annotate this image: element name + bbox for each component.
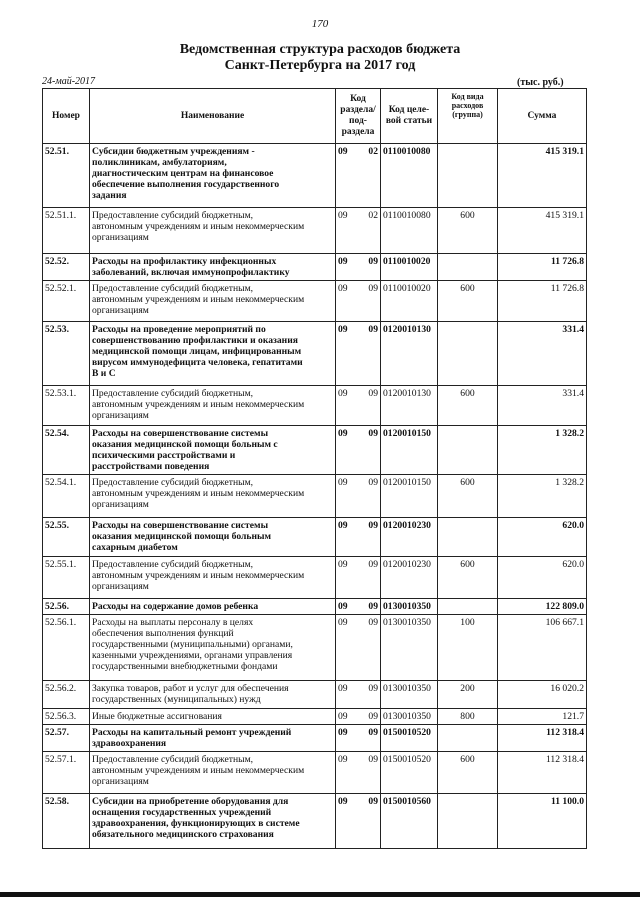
section-code: 09 xyxy=(338,324,348,335)
table-row xyxy=(43,615,587,681)
row-expense-type xyxy=(438,322,498,386)
row-name: Расходы на профилактику инфекционных заболеваний, включая иммунопрофилактику xyxy=(90,254,336,281)
section-code: 09 xyxy=(338,256,348,267)
row-name: Предоставление субсидий бюджетным, автономным учреждениям и иным некоммерческим организациям xyxy=(90,386,336,426)
section-code: 09 xyxy=(338,559,348,570)
row-section-code xyxy=(336,752,381,794)
row-name: Субсидии бюджетным учреждениям - поликлиникам, амбулаториям, диагностическим центрам на финансовое обеспечение выполнения государственного задания xyxy=(90,144,336,208)
row-target-code: 0130010350 xyxy=(381,709,438,725)
row-number: 52.57. xyxy=(43,725,90,752)
row-sum: 620.0 xyxy=(498,557,587,599)
row-target-code: 0120010130 xyxy=(381,386,438,426)
row-target-code: 0150010520 xyxy=(381,725,438,752)
header-section: Код раздела/ под-раздела xyxy=(336,89,381,144)
table-row xyxy=(43,281,587,322)
row-target-code: 0110010020 xyxy=(381,281,438,322)
table-row xyxy=(43,681,587,709)
row-target-code: 0110010080 xyxy=(381,144,438,208)
row-number: 52.53.1. xyxy=(43,386,90,426)
row-sum: 122 809.0 xyxy=(498,599,587,615)
row-number: 52.54. xyxy=(43,426,90,475)
table-row xyxy=(43,518,587,557)
row-number: 52.56.1. xyxy=(43,615,90,681)
row-expense-type: 200 xyxy=(438,681,498,709)
row-target-code: 0110010020 xyxy=(381,254,438,281)
table-row xyxy=(43,144,587,208)
table-header-row xyxy=(43,89,587,144)
row-expense-type: 600 xyxy=(438,386,498,426)
row-sum: 331.4 xyxy=(498,322,587,386)
row-section-code xyxy=(336,518,381,557)
row-sum: 112 318.4 xyxy=(498,725,587,752)
row-sum: 11 726.8 xyxy=(498,254,587,281)
row-expense-type xyxy=(438,518,498,557)
row-section-code xyxy=(336,281,381,322)
section-code: 09 xyxy=(338,388,348,399)
row-section-code xyxy=(336,426,381,475)
row-name: Предоставление субсидий бюджетным, автономным учреждениям и иным некоммерческим организациям xyxy=(90,208,336,254)
subsection-code: 09 xyxy=(368,754,378,765)
row-sum: 1 328.2 xyxy=(498,475,587,518)
row-expense-type: 600 xyxy=(438,557,498,599)
subsection-code: 09 xyxy=(368,520,378,531)
table-row xyxy=(43,475,587,518)
row-number: 52.56.2. xyxy=(43,681,90,709)
subsection-code: 09 xyxy=(368,727,378,738)
row-sum: 415 319.1 xyxy=(498,144,587,208)
subsection-code: 09 xyxy=(368,601,378,612)
row-expense-type: 600 xyxy=(438,281,498,322)
row-expense-type: 100 xyxy=(438,615,498,681)
row-expense-type xyxy=(438,426,498,475)
row-target-code: 0120010230 xyxy=(381,557,438,599)
row-target-code: 0110010080 xyxy=(381,208,438,254)
table-row xyxy=(43,557,587,599)
row-section-code xyxy=(336,794,381,849)
title-line-1: Ведомственная структура расходов бюджета xyxy=(179,42,461,57)
row-name: Расходы на выплаты персоналу в целях обеспечения выполнения функций государственными (муниципальными) органами, казенными учреждениями, органами управления государственными внебюджетными фондами xyxy=(90,615,336,681)
row-expense-type xyxy=(438,794,498,849)
row-section-code xyxy=(336,599,381,615)
row-target-code: 0130010350 xyxy=(381,599,438,615)
row-sum: 11 100.0 xyxy=(498,794,587,849)
table-row xyxy=(43,208,587,254)
row-expense-type: 600 xyxy=(438,208,498,254)
subsection-code: 09 xyxy=(368,796,378,807)
row-section-code xyxy=(336,208,381,254)
row-number: 52.55.1. xyxy=(43,557,90,599)
header-type: Код вида расходов (группа) xyxy=(438,89,498,144)
header-name: Наименование xyxy=(90,89,336,144)
section-code: 09 xyxy=(338,727,348,738)
table-row xyxy=(43,386,587,426)
row-expense-type: 600 xyxy=(438,752,498,794)
row-number: 52.52. xyxy=(43,254,90,281)
row-sum: 121.7 xyxy=(498,709,587,725)
section-code: 09 xyxy=(338,520,348,531)
row-expense-type xyxy=(438,725,498,752)
section-code: 09 xyxy=(338,754,348,765)
document-date: 24-май-2017 xyxy=(42,76,96,87)
subsection-code: 09 xyxy=(368,428,378,439)
row-sum: 16 020.2 xyxy=(498,681,587,709)
row-section-code xyxy=(336,322,381,386)
table-row xyxy=(43,254,587,281)
table-row xyxy=(43,599,587,615)
section-code: 09 xyxy=(338,601,348,612)
row-name: Расходы на содержание домов ребенка xyxy=(90,599,336,615)
row-target-code: 0120010150 xyxy=(381,426,438,475)
subsection-code: 09 xyxy=(368,617,378,628)
row-number: 52.53. xyxy=(43,322,90,386)
row-name: Расходы на капитальный ремонт учреждений здравоохранения xyxy=(90,725,336,752)
row-name: Расходы на совершенствование системы оказания медицинской помощи больным сахарным диабетом xyxy=(90,518,336,557)
row-number: 52.57.1. xyxy=(43,752,90,794)
row-name: Предоставление субсидий бюджетным, автономным учреждениям и иным некоммерческим организациям xyxy=(90,475,336,518)
page-number: 170 xyxy=(311,18,329,30)
row-section-code xyxy=(336,144,381,208)
row-section-code xyxy=(336,254,381,281)
row-sum: 620.0 xyxy=(498,518,587,557)
subsection-code: 09 xyxy=(368,477,378,488)
table-row xyxy=(43,725,587,752)
table-row xyxy=(43,709,587,725)
row-name: Расходы на совершенствование системы оказания медицинской помощи больным с психическими расстройствами и расстройствами поведения xyxy=(90,426,336,475)
row-target-code: 0120010150 xyxy=(381,475,438,518)
row-name: Иные бюджетные ассигнования xyxy=(90,709,336,725)
header-sum: Сумма xyxy=(498,89,587,144)
row-target-code: 0120010230 xyxy=(381,518,438,557)
title-line-2: Санкт-Петербурга на 2017 год xyxy=(224,58,416,73)
row-section-code xyxy=(336,725,381,752)
row-sum: 106 667.1 xyxy=(498,615,587,681)
row-expense-type: 800 xyxy=(438,709,498,725)
subsection-code: 09 xyxy=(368,683,378,694)
table-row xyxy=(43,752,587,794)
row-number: 52.58. xyxy=(43,794,90,849)
section-code: 09 xyxy=(338,796,348,807)
subsection-code: 09 xyxy=(368,256,378,267)
row-section-code xyxy=(336,475,381,518)
subsection-code: 09 xyxy=(368,559,378,570)
subsection-code: 02 xyxy=(368,210,378,221)
row-target-code: 0150010520 xyxy=(381,752,438,794)
row-name: Предоставление субсидий бюджетным, автономным учреждениям и иным некоммерческим организациям xyxy=(90,281,336,322)
row-number: 52.56. xyxy=(43,599,90,615)
section-code: 09 xyxy=(338,477,348,488)
section-code: 09 xyxy=(338,428,348,439)
header-number: Номер xyxy=(43,89,90,144)
row-section-code xyxy=(336,681,381,709)
row-section-code xyxy=(336,386,381,426)
row-number: 52.54.1. xyxy=(43,475,90,518)
row-target-code: 0130010350 xyxy=(381,681,438,709)
row-number: 52.55. xyxy=(43,518,90,557)
row-number: 52.56.3. xyxy=(43,709,90,725)
row-name: Предоставление субсидий бюджетным, автономным учреждениям и иным некоммерческим организациям xyxy=(90,752,336,794)
table-row xyxy=(43,322,587,386)
subsection-code: 09 xyxy=(368,388,378,399)
row-expense-type xyxy=(438,254,498,281)
units-label: (тыс. руб.) xyxy=(517,77,564,88)
subsection-code: 09 xyxy=(368,324,378,335)
section-code: 09 xyxy=(338,146,348,157)
row-sum: 112 318.4 xyxy=(498,752,587,794)
row-sum: 331.4 xyxy=(498,386,587,426)
row-section-code xyxy=(336,557,381,599)
row-sum: 1 328.2 xyxy=(498,426,587,475)
row-sum: 415 319.1 xyxy=(498,208,587,254)
budget-table xyxy=(42,88,587,849)
row-name: Расходы на проведение мероприятий по совершенствованию профилактики и оказания медицинской помощи лицам, инфицированным вирусом иммунодефицита человека, гепатитами В и С xyxy=(90,322,336,386)
row-target-code: 0130010350 xyxy=(381,615,438,681)
subsection-code: 02 xyxy=(368,146,378,157)
row-expense-type: 600 xyxy=(438,475,498,518)
row-name: Предоставление субсидий бюджетным, автономным учреждениям и иным некоммерческим организациям xyxy=(90,557,336,599)
row-number: 52.52.1. xyxy=(43,281,90,322)
document-title xyxy=(0,42,640,74)
row-number: 52.51. xyxy=(43,144,90,208)
section-code: 09 xyxy=(338,617,348,628)
row-number: 52.51.1. xyxy=(43,208,90,254)
row-name: Субсидии на приобретение оборудования для оснащения государственных учреждений здравоохранения, функционирующих в системе обязательного медицинского страхования xyxy=(90,794,336,849)
row-expense-type xyxy=(438,599,498,615)
row-target-code: 0120010130 xyxy=(381,322,438,386)
section-code: 09 xyxy=(338,683,348,694)
row-section-code xyxy=(336,615,381,681)
row-sum: 11 726.8 xyxy=(498,281,587,322)
section-code: 09 xyxy=(338,210,348,221)
row-section-code xyxy=(336,709,381,725)
scan-bottom-edge xyxy=(0,892,640,897)
table-row xyxy=(43,426,587,475)
table-row xyxy=(43,794,587,849)
row-target-code: 0150010560 xyxy=(381,794,438,849)
header-target: Код целе-вой статьи xyxy=(381,89,438,144)
section-code: 09 xyxy=(338,711,348,722)
subsection-code: 09 xyxy=(368,283,378,294)
subsection-code: 09 xyxy=(368,711,378,722)
row-expense-type xyxy=(438,144,498,208)
section-code: 09 xyxy=(338,283,348,294)
row-name: Закупка товаров, работ и услуг для обеспечения государственных (муниципальных) нужд xyxy=(90,681,336,709)
